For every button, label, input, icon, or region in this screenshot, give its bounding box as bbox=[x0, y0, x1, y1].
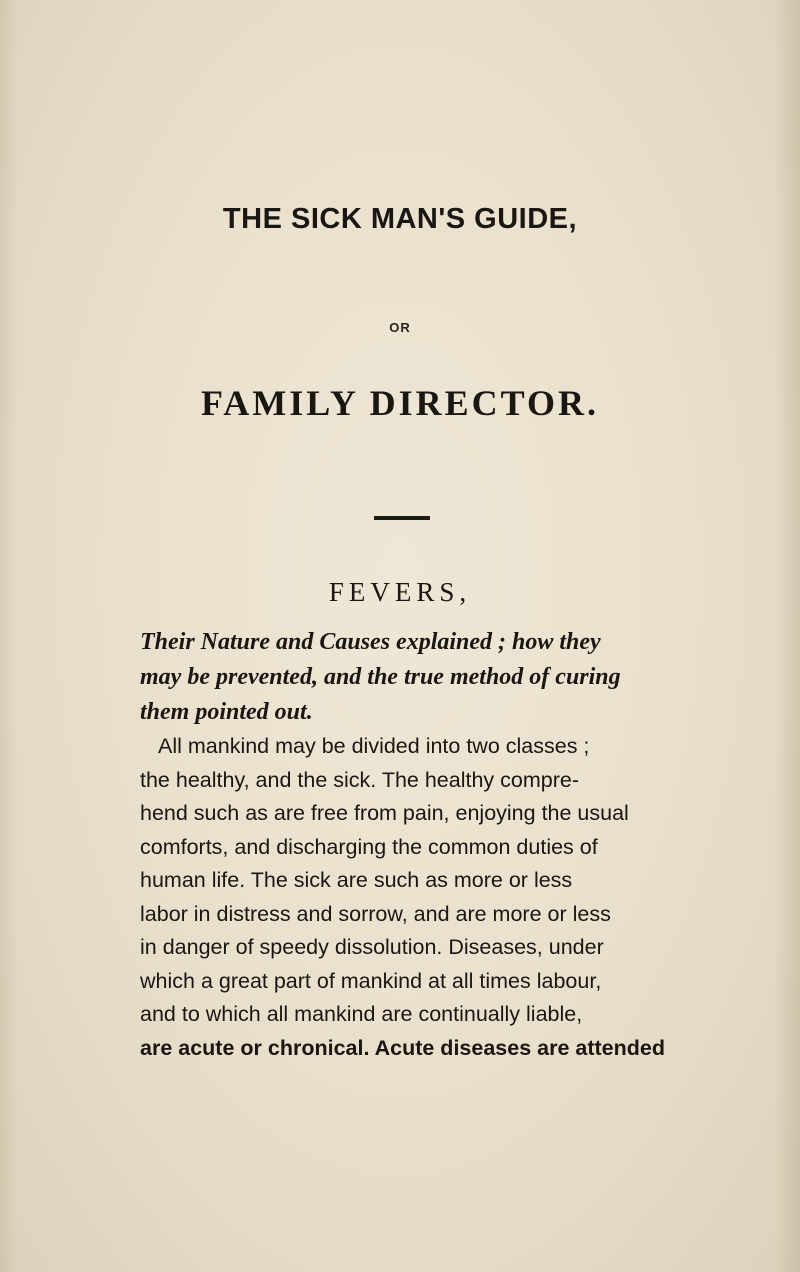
section-divider-rule bbox=[374, 516, 430, 520]
body-line: and to which all mankind are continually liable, bbox=[140, 1002, 583, 1026]
body-line: All mankind may be divided into two classes ; bbox=[158, 734, 590, 758]
body-line: hend such as are free from pain, enjoying the usual bbox=[140, 801, 629, 825]
section-heading: FEVERS, bbox=[328, 577, 472, 607]
page-shadow-right bbox=[774, 0, 800, 1272]
intro-line: them pointed out. bbox=[140, 699, 313, 725]
book-title: THE SICK MAN'S GUIDE, bbox=[222, 203, 578, 235]
intro-line: may be prevented, and the true method of curing bbox=[140, 664, 621, 690]
page-shadow-left bbox=[0, 0, 18, 1272]
body-line: which a great part of mankind at all times labour, bbox=[140, 968, 602, 993]
intro-line: Their Nature and Causes explained ; how they bbox=[140, 629, 601, 655]
body-paragraph bbox=[140, 730, 720, 1065]
or-connector: OR bbox=[389, 320, 411, 335]
body-line: comforts, and discharging the common duties of bbox=[140, 834, 598, 859]
body-line: are acute or chronical. Acute diseases are attended bbox=[140, 1035, 665, 1060]
section-intro bbox=[140, 625, 720, 730]
body-line: labor in distress and sorrow, and are more or less bbox=[140, 901, 611, 926]
body-line: human life. The sick are such as more or less bbox=[140, 868, 573, 892]
book-subtitle: FAMILY DIRECTOR. bbox=[200, 383, 600, 423]
body-line: in danger of speedy dissolution. Diseases, under bbox=[140, 935, 604, 959]
body-line: the healthy, and the sick. The healthy compre- bbox=[140, 767, 580, 792]
